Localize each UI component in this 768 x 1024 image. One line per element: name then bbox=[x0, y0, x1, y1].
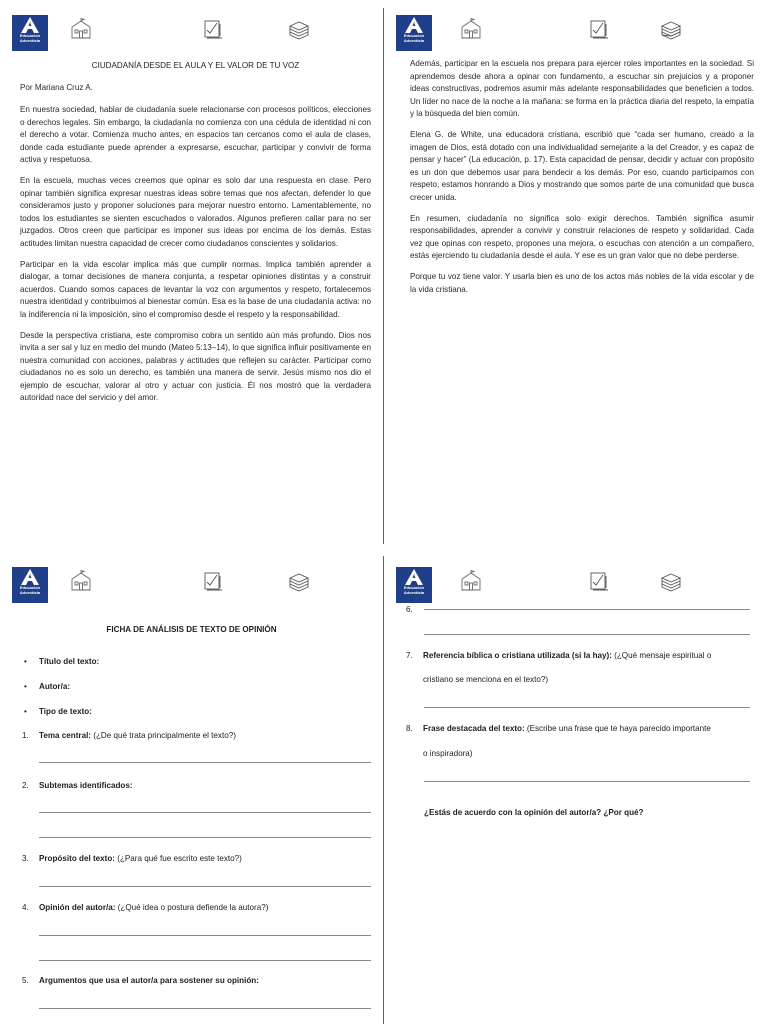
books-icon bbox=[660, 18, 682, 40]
answer-line[interactable] bbox=[424, 781, 750, 782]
books-icon bbox=[288, 570, 310, 592]
school-building-icon bbox=[460, 570, 482, 592]
form-item-argumentos: 5. Argumentos que usa el autor/a para sostener su opinión: bbox=[22, 976, 259, 985]
school-building-icon bbox=[70, 570, 92, 592]
bullet-item: • Tipo de texto: bbox=[24, 707, 92, 716]
checklist-icon bbox=[588, 18, 610, 40]
checklist-icon bbox=[588, 570, 610, 592]
page-form-1 bbox=[0, 552, 383, 1024]
paragraph: Además, participar en la escuela nos prepara para ejercer roles importantes en la sociedad. Si aprendemos desde ahora a opinar con fundamento, a escuchar sin prejuicios y a proponer ideas constructivas, podremos asumir más adelante responsabilidades que beneficien a todos. Un líder no nace de la noche a la mañana: se forma en la práctica diaria del respeto, la empatía y la búsqueda del bien común. bbox=[410, 59, 754, 119]
checklist-icon bbox=[202, 18, 224, 40]
paragraph: En nuestra sociedad, hablar de ciudadanía suele relacionarse con procesos políticos, elecciones o derechos legales. Sin embargo, la ciudadanía no comienza con una cédula de identidad ni con el derecho a votar. Comienza mucho antes, en espacios tan cercanos como el aula de clases, donde cada estudiante puede aprender a expresarse, escuchar, participar y convivir de forma activa y respetuosa. bbox=[20, 105, 371, 165]
form-item-referencia: 7. Referencia bíblica o cristiana utilizada (si la hay): (¿Qué mensaje espiritual o bbox=[406, 651, 712, 660]
form-item-frase: 8. Frase destacada del texto: (Escribe una frase que te haya parecido importante bbox=[406, 724, 711, 733]
educacion-adventista-logo: Educación Adventista bbox=[396, 15, 432, 51]
answer-line[interactable] bbox=[39, 762, 371, 763]
opinion-question: ¿Estás de acuerdo con la opinión del autor/a? ¿Por qué? bbox=[424, 808, 644, 817]
page-header bbox=[396, 12, 756, 56]
answer-line[interactable] bbox=[424, 707, 750, 708]
school-building-icon bbox=[70, 18, 92, 40]
page-header bbox=[12, 12, 371, 56]
paragraph: Desde la perspectiva cristiana, este compromiso cobra un sentido aún más profundo. Dios nos invita a ser sal y luz en medio del mundo (Mateo 5:13–14), lo que significa influir positivamente en nuestra comunidad con acciones, palabras y actitudes que reflejen su carácter. Participar como ciudadanos no es solo un derecho, es también una manera de servir. Jesús mismo nos dio el ejemplo de escuchar, valorar al otro y actuar con justicia. Él nos mostró que la verdadera autoridad nace del servicio y del amor. bbox=[20, 330, 371, 403]
bullet-item: • Título del texto: bbox=[24, 657, 100, 666]
article-body-right bbox=[410, 58, 754, 304]
answer-line[interactable] bbox=[39, 935, 371, 936]
books-icon bbox=[660, 570, 682, 592]
page-article-1 bbox=[0, 0, 383, 545]
answer-line[interactable] bbox=[39, 886, 371, 887]
paragraph: Participar en la vida escolar implica más que cumplir normas. Implica también aprender a dialogar, a tomar decisiones de manera conjunta, a respetar opiniones distintas y a construir acuerdos. Cuando somos capaces de levantar la voz con argumentos y respeto, fortalecemos nuestra identidad y contribuimos al bienestar común. Esa es la base de una ciudadanía activa: no la indiferencia ni la imposición, sino el compromiso desde el respeto y la responsabilidad. bbox=[20, 259, 371, 319]
educacion-adventista-logo: Educación Adventista bbox=[12, 567, 48, 603]
answer-line[interactable] bbox=[39, 960, 371, 961]
form-item-referencia-cont: cristiano se menciona en el texto?) bbox=[423, 675, 549, 684]
form-item-tema-central: 1. Tema central: (¿De qué trata principalmente el texto?) bbox=[22, 731, 236, 740]
books-icon bbox=[288, 18, 310, 40]
page-header bbox=[396, 564, 756, 608]
bullet-item: • Autor/a: bbox=[24, 682, 71, 691]
educacion-adventista-logo: Educación Adventista bbox=[396, 567, 432, 603]
page-article-2 bbox=[384, 0, 768, 545]
form-title: FICHA DE ANÁLISIS DE TEXTO DE OPINIÓN bbox=[106, 625, 277, 634]
form-item-frase-cont: o inspiradora) bbox=[423, 749, 473, 758]
article-title: CIUDADANÍA DESDE EL AULA Y EL VALOR DE TU VOZ bbox=[91, 61, 300, 70]
page-form-2: Educación Adventista 6. 7. Referencia bíblica o cristiana utilizada (si la hay): (¿Qué mensaje espiritual o cristiano se menciona en el texto?) 8. Frase destacada del texto: (Escribe una frase que te haya parecido importante o inspiradora) ¿Estás de acuerdo con la opinión del autor/a? ¿Por qué? bbox=[384, 552, 768, 1024]
form-item-subtemas: 2. Subtemas identificados: bbox=[22, 781, 133, 790]
checklist-icon bbox=[202, 570, 224, 592]
article-body-left bbox=[20, 104, 371, 413]
page-header bbox=[12, 564, 371, 608]
educacion-adventista-logo: Educación Adventista bbox=[12, 15, 48, 51]
answer-line[interactable] bbox=[39, 1008, 371, 1009]
paragraph: Porque tu voz tiene valor. Y usarla bien es uno de los actos más nobles de la vida escolar y de la vida cristiana. bbox=[410, 271, 754, 294]
paragraph: En la escuela, muchas veces creemos que opinar es solo dar una respuesta en clase. Pero opinar también significa expresar nuestras ideas sobre temas que nos afectan, defender lo que consideramos justo y proponer soluciones para mejorar nuestro entorno. Lamentablemente, no todos los estudiantes se sienten escuchados o valorados. Algunos prefieren callar para no ser juzgados. Otros creen que participar es imponer sus ideas por encima de los demás. Estas actitudes limitan nuestra capacidad de crecer como ciudadanos conscientes y solidarios. bbox=[20, 175, 371, 248]
form-item-opinion: 4. Opinión del autor/a: (¿Qué idea o postura defiende la autora?) bbox=[22, 903, 269, 912]
answer-line[interactable] bbox=[39, 837, 371, 838]
form-item-proposito: 3. Propósito del texto: (¿Para qué fue escrito este texto?) bbox=[22, 854, 242, 863]
answer-line[interactable] bbox=[39, 812, 371, 813]
answer-line[interactable] bbox=[424, 609, 750, 610]
school-building-icon bbox=[460, 18, 482, 40]
article-byline: Por Mariana Cruz A. bbox=[20, 83, 93, 92]
paragraph: Elena G. de White, una educadora cristiana, escribió que “cada ser humano, creado a la imagen de Dios, está dotado con una individualidad semejante a la del Creador, y es capaz de pensar y hacer” (La educación, p. 17). Esta capacidad de pensar, decidir y actuar con propósito es un don que debemos usar para bendecir a los demás. Por eso, cuando participamos con respeto, estamos honrando a Dios y mostrando que somos parte de una comunidad que busca crecer unida. bbox=[410, 129, 754, 202]
answer-line[interactable] bbox=[424, 634, 750, 635]
paragraph: En resumen, ciudadanía no significa solo exigir derechos. También significa asumir responsabilidades, aprender a convivir y construir relaciones de respeto y solidaridad. Cada vez que opinas con respeto, propones una mejora, o escuchas con atención a un compañero, estás ejerciendo tu ciudadanía desde el aula. Y ese es un gran valor que no debe perderse. bbox=[410, 213, 754, 261]
